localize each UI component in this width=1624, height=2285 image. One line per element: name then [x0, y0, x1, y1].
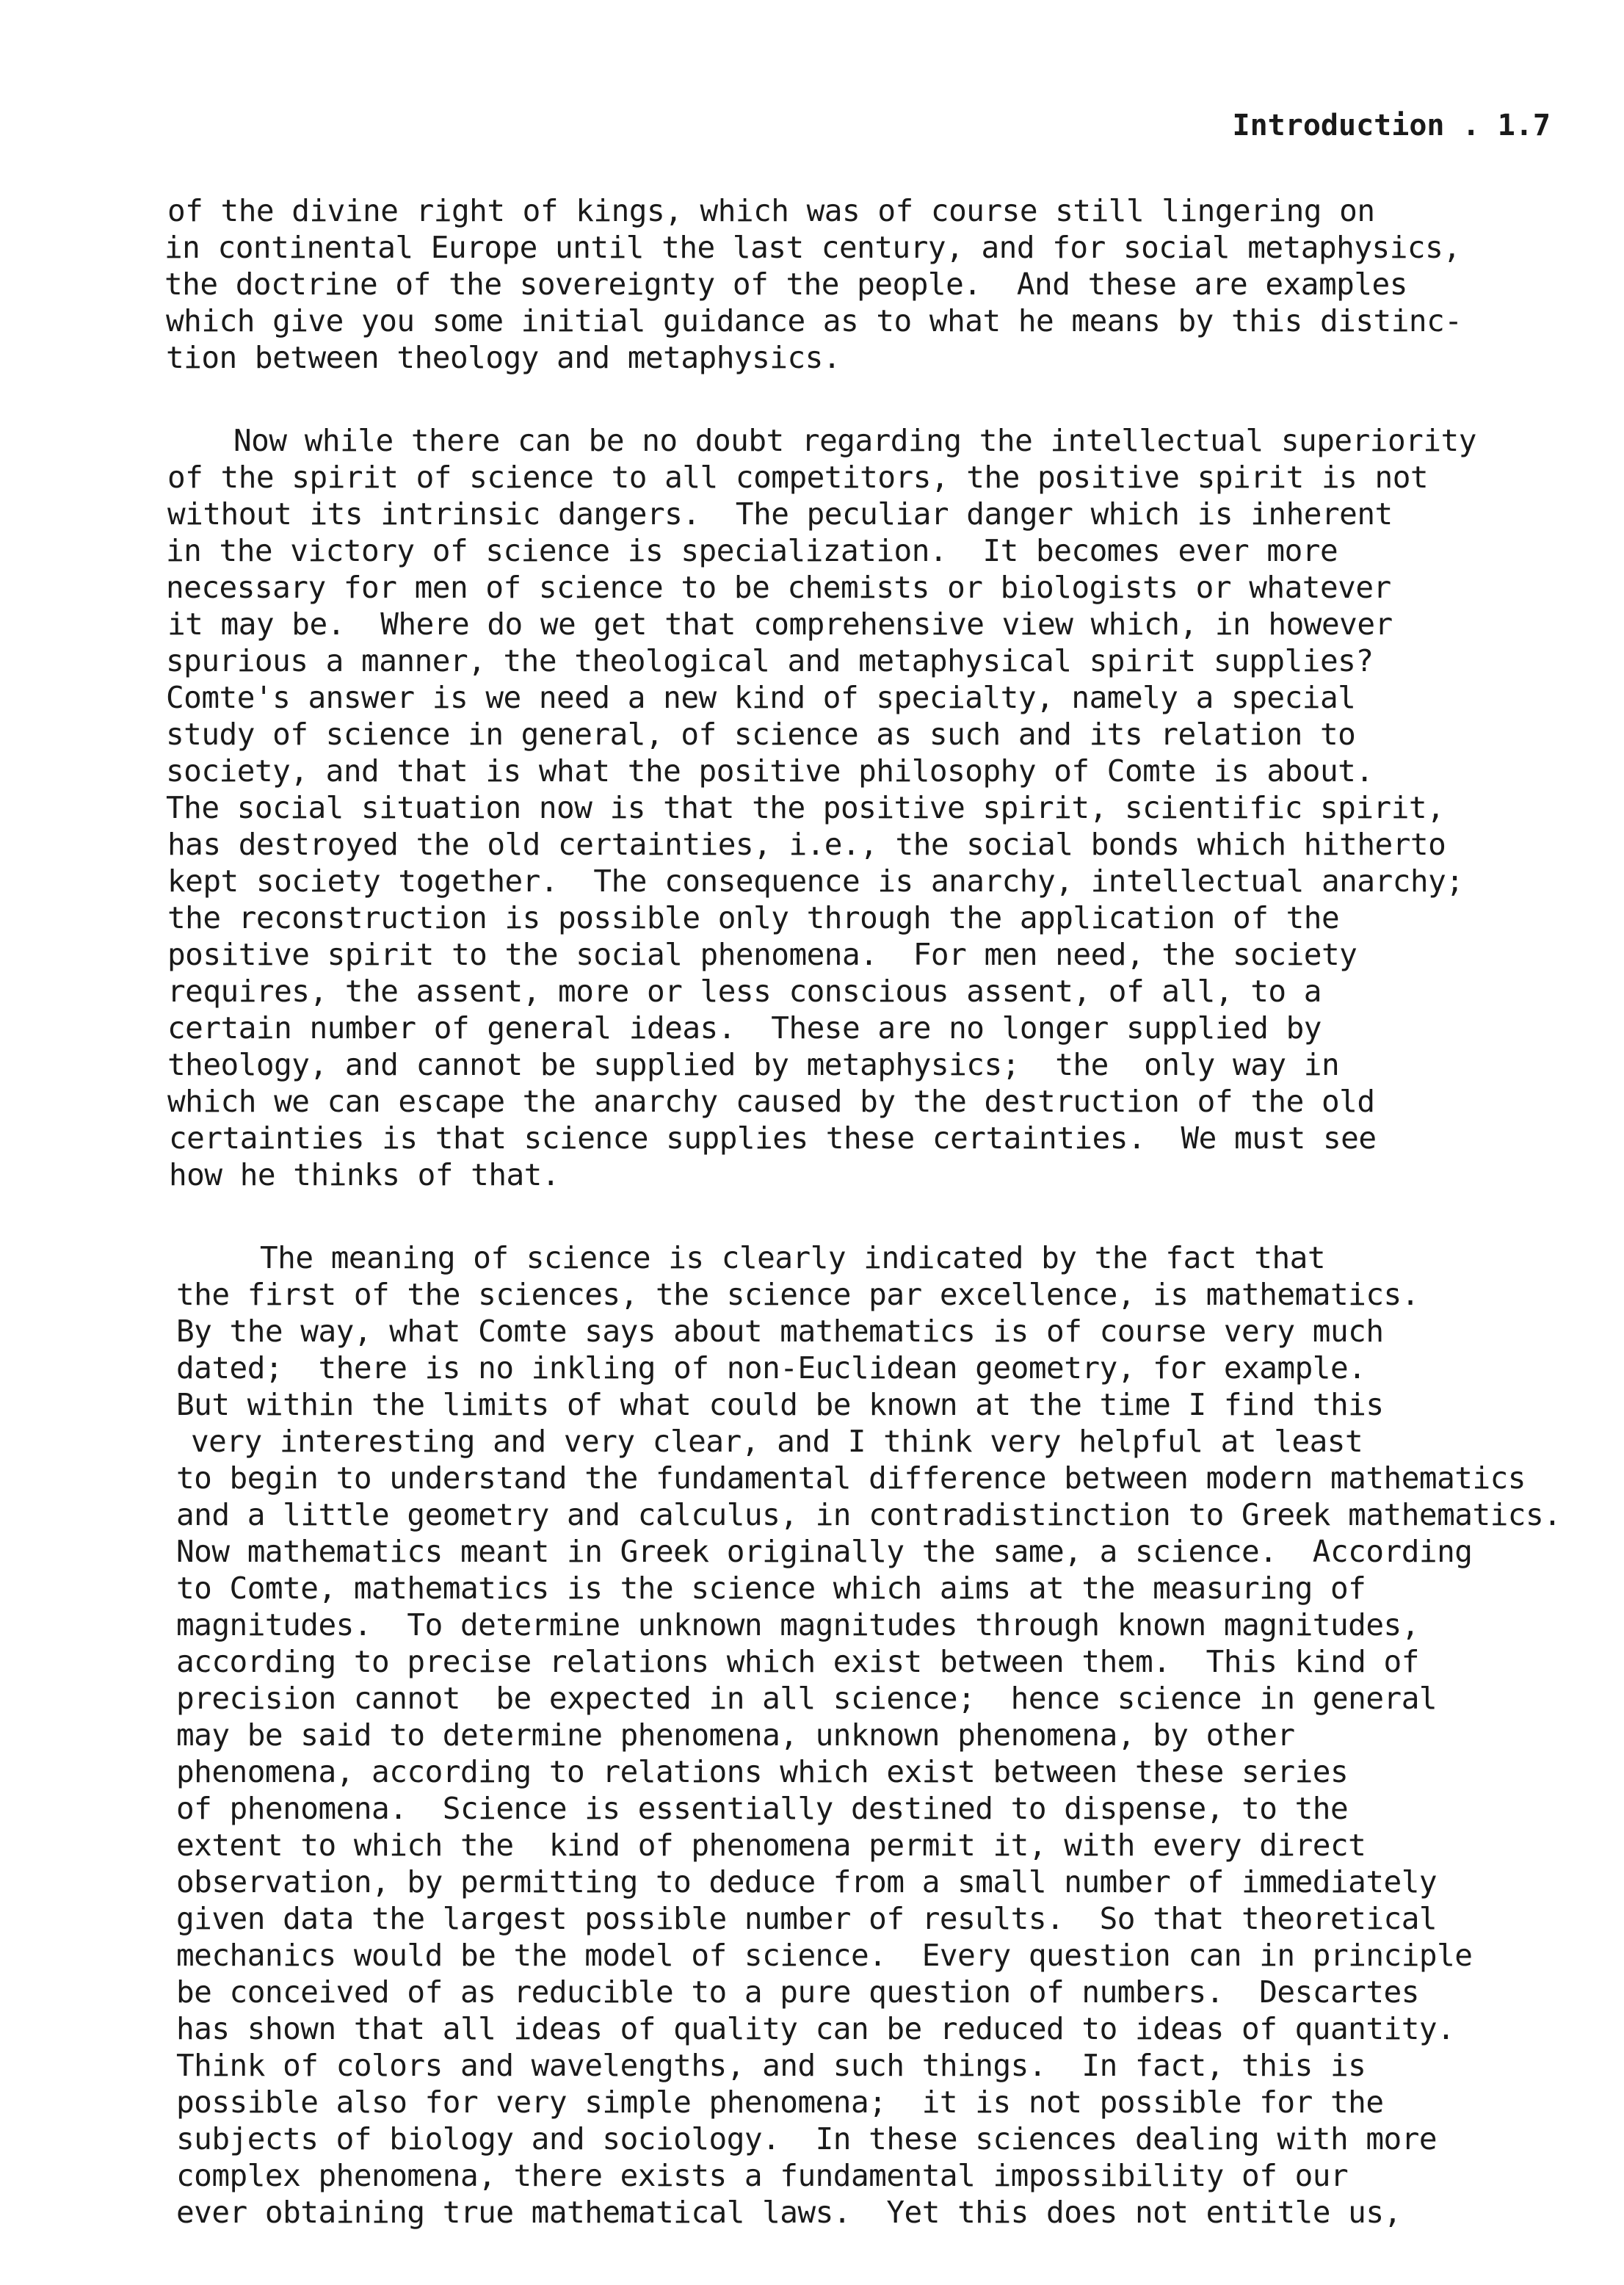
text-line: Comte's answer is we need a new kind of specialty, namely a special	[166, 680, 1356, 715]
text-line: precision cannot be expected in all science; hence science in general	[176, 1681, 1438, 1716]
text-line: it may be. Where do we get that comprehensive view which, in however	[167, 606, 1393, 642]
text-line: phenomena, according to relations which exist between these series	[176, 1754, 1349, 1789]
text-line: kept society together. The consequence is anarchy, intellectual anarchy;	[167, 863, 1464, 899]
text-line: the reconstruction is possible only through the application of the	[167, 900, 1340, 935]
text-line: magnitudes. To determine unknown magnitudes through known magnitudes,	[176, 1607, 1419, 1643]
text-line: has destroyed the old certainties, i.e., the social bonds which hitherto	[167, 827, 1446, 862]
text-line: observation, by permitting to deduce from a small number of immediately	[176, 1864, 1438, 1900]
text-line: dated; there is no inkling of non-Euclidean geometry, for example.	[176, 1350, 1366, 1386]
text-line: Now while there can be no doubt regarding the intellectual superiority	[233, 423, 1476, 458]
text-line: how he thinks of that.	[169, 1157, 560, 1192]
text-line: spurious a manner, the theological and metaphysical spirit supplies?	[166, 643, 1374, 678]
text-line: theology, and cannot be supplied by metaphysics; the only way in	[167, 1047, 1340, 1082]
text-line: tion between theology and metaphysics.	[166, 340, 841, 375]
text-line: certainties is that science supplies these certainties. We must see	[169, 1120, 1377, 1156]
text-line: be conceived of as reducible to a pure question of numbers. Descartes	[176, 1974, 1419, 2010]
text-line: subjects of biology and sociology. In these sciences dealing with more	[176, 2121, 1438, 2157]
text-line: possible also for very simple phenomena; it is not possible for the	[176, 2085, 1384, 2120]
text-line: study of science in general, of science as such and its relation to	[166, 717, 1356, 752]
text-line: certain number of general ideas. These are no longer supplied by	[167, 1010, 1322, 1046]
text-line: in the victory of science is specialization. It becomes ever more	[166, 533, 1338, 568]
text-line: extent to which the kind of phenomena permit it, with every direct	[176, 1828, 1366, 1863]
text-line: mechanics would be the model of science. Every question can in principle	[176, 1938, 1473, 1973]
text-line: of the divine right of kings, which was of course still lingering on	[167, 193, 1375, 228]
text-line: in continental Europe until the last century, and for social metaphysics,	[164, 230, 1461, 265]
text-line: society, and that is what the positive philosophy of Comte is about.	[166, 753, 1374, 789]
text-line: given data the largest possible number of results. So that theoretical	[176, 1901, 1438, 1936]
text-line: Think of colors and wavelengths, and such things. In fact, this is	[176, 2048, 1366, 2083]
text-line: Now mathematics meant in Greek originally the same, a science. According	[176, 1534, 1473, 1569]
text-line: The social situation now is that the positive spirit, scientific spirit,	[166, 790, 1445, 825]
text-line: complex phenomena, there exists a fundamental impossibility of our	[176, 2158, 1349, 2193]
text-line: The meaning of science is clearly indicated by the fact that	[260, 1240, 1326, 1275]
text-line: the doctrine of the sovereignty of the people. And these are examples	[164, 267, 1407, 302]
text-line: without its intrinsic dangers. The peculiar danger which is inherent	[167, 496, 1393, 532]
text-line: positive spirit to the social phenomena. For men need, the society	[167, 937, 1357, 972]
text-line: according to precise relations which exist between them. This kind of	[176, 1644, 1419, 1679]
text-line: and a little geometry and calculus, in contradistinction to Greek mathematics.	[176, 1497, 1562, 1532]
text-line: to Comte, mathematics is the science which aims at the measuring of	[176, 1571, 1366, 1606]
text-line: necessary for men of science to be chemists or biologists or whatever	[166, 570, 1391, 605]
text-line: which give you some initial guidance as to what he means by this distinc-	[166, 303, 1462, 338]
text-line: may be said to determine phenomena, unknown phenomena, by other	[176, 1717, 1295, 1753]
running-head: Introduction . 1.7	[1232, 109, 1551, 142]
text-line: has shown that all ideas of quality can be reduced to ideas of quantity.	[176, 2011, 1455, 2046]
text-line: to begin to understand the fundamental difference between modern mathematics	[176, 1460, 1526, 1496]
text-line: ever obtaining true mathematical laws. Yet this does not entitle us,	[176, 2195, 1402, 2230]
text-line: requires, the assent, more or less conscious assent, of all, to a	[167, 974, 1322, 1009]
text-line: of the spirit of science to all competitors, the positive spirit is not	[167, 460, 1429, 495]
text-line: of phenomena. Science is essentially destined to dispense, to the	[176, 1791, 1349, 1826]
text-line: very interesting and very clear, and I think very helpful at least	[191, 1424, 1363, 1459]
text-line: But within the limits of what could be known at the time I find this	[176, 1387, 1384, 1422]
text-line: By the way, what Comte says about mathematics is of course very much	[176, 1314, 1384, 1349]
text-line: which we can escape the anarchy caused by the destruction of the old	[167, 1084, 1375, 1119]
text-line: the first of the sciences, the science par excellence, is mathematics.	[176, 1277, 1419, 1312]
